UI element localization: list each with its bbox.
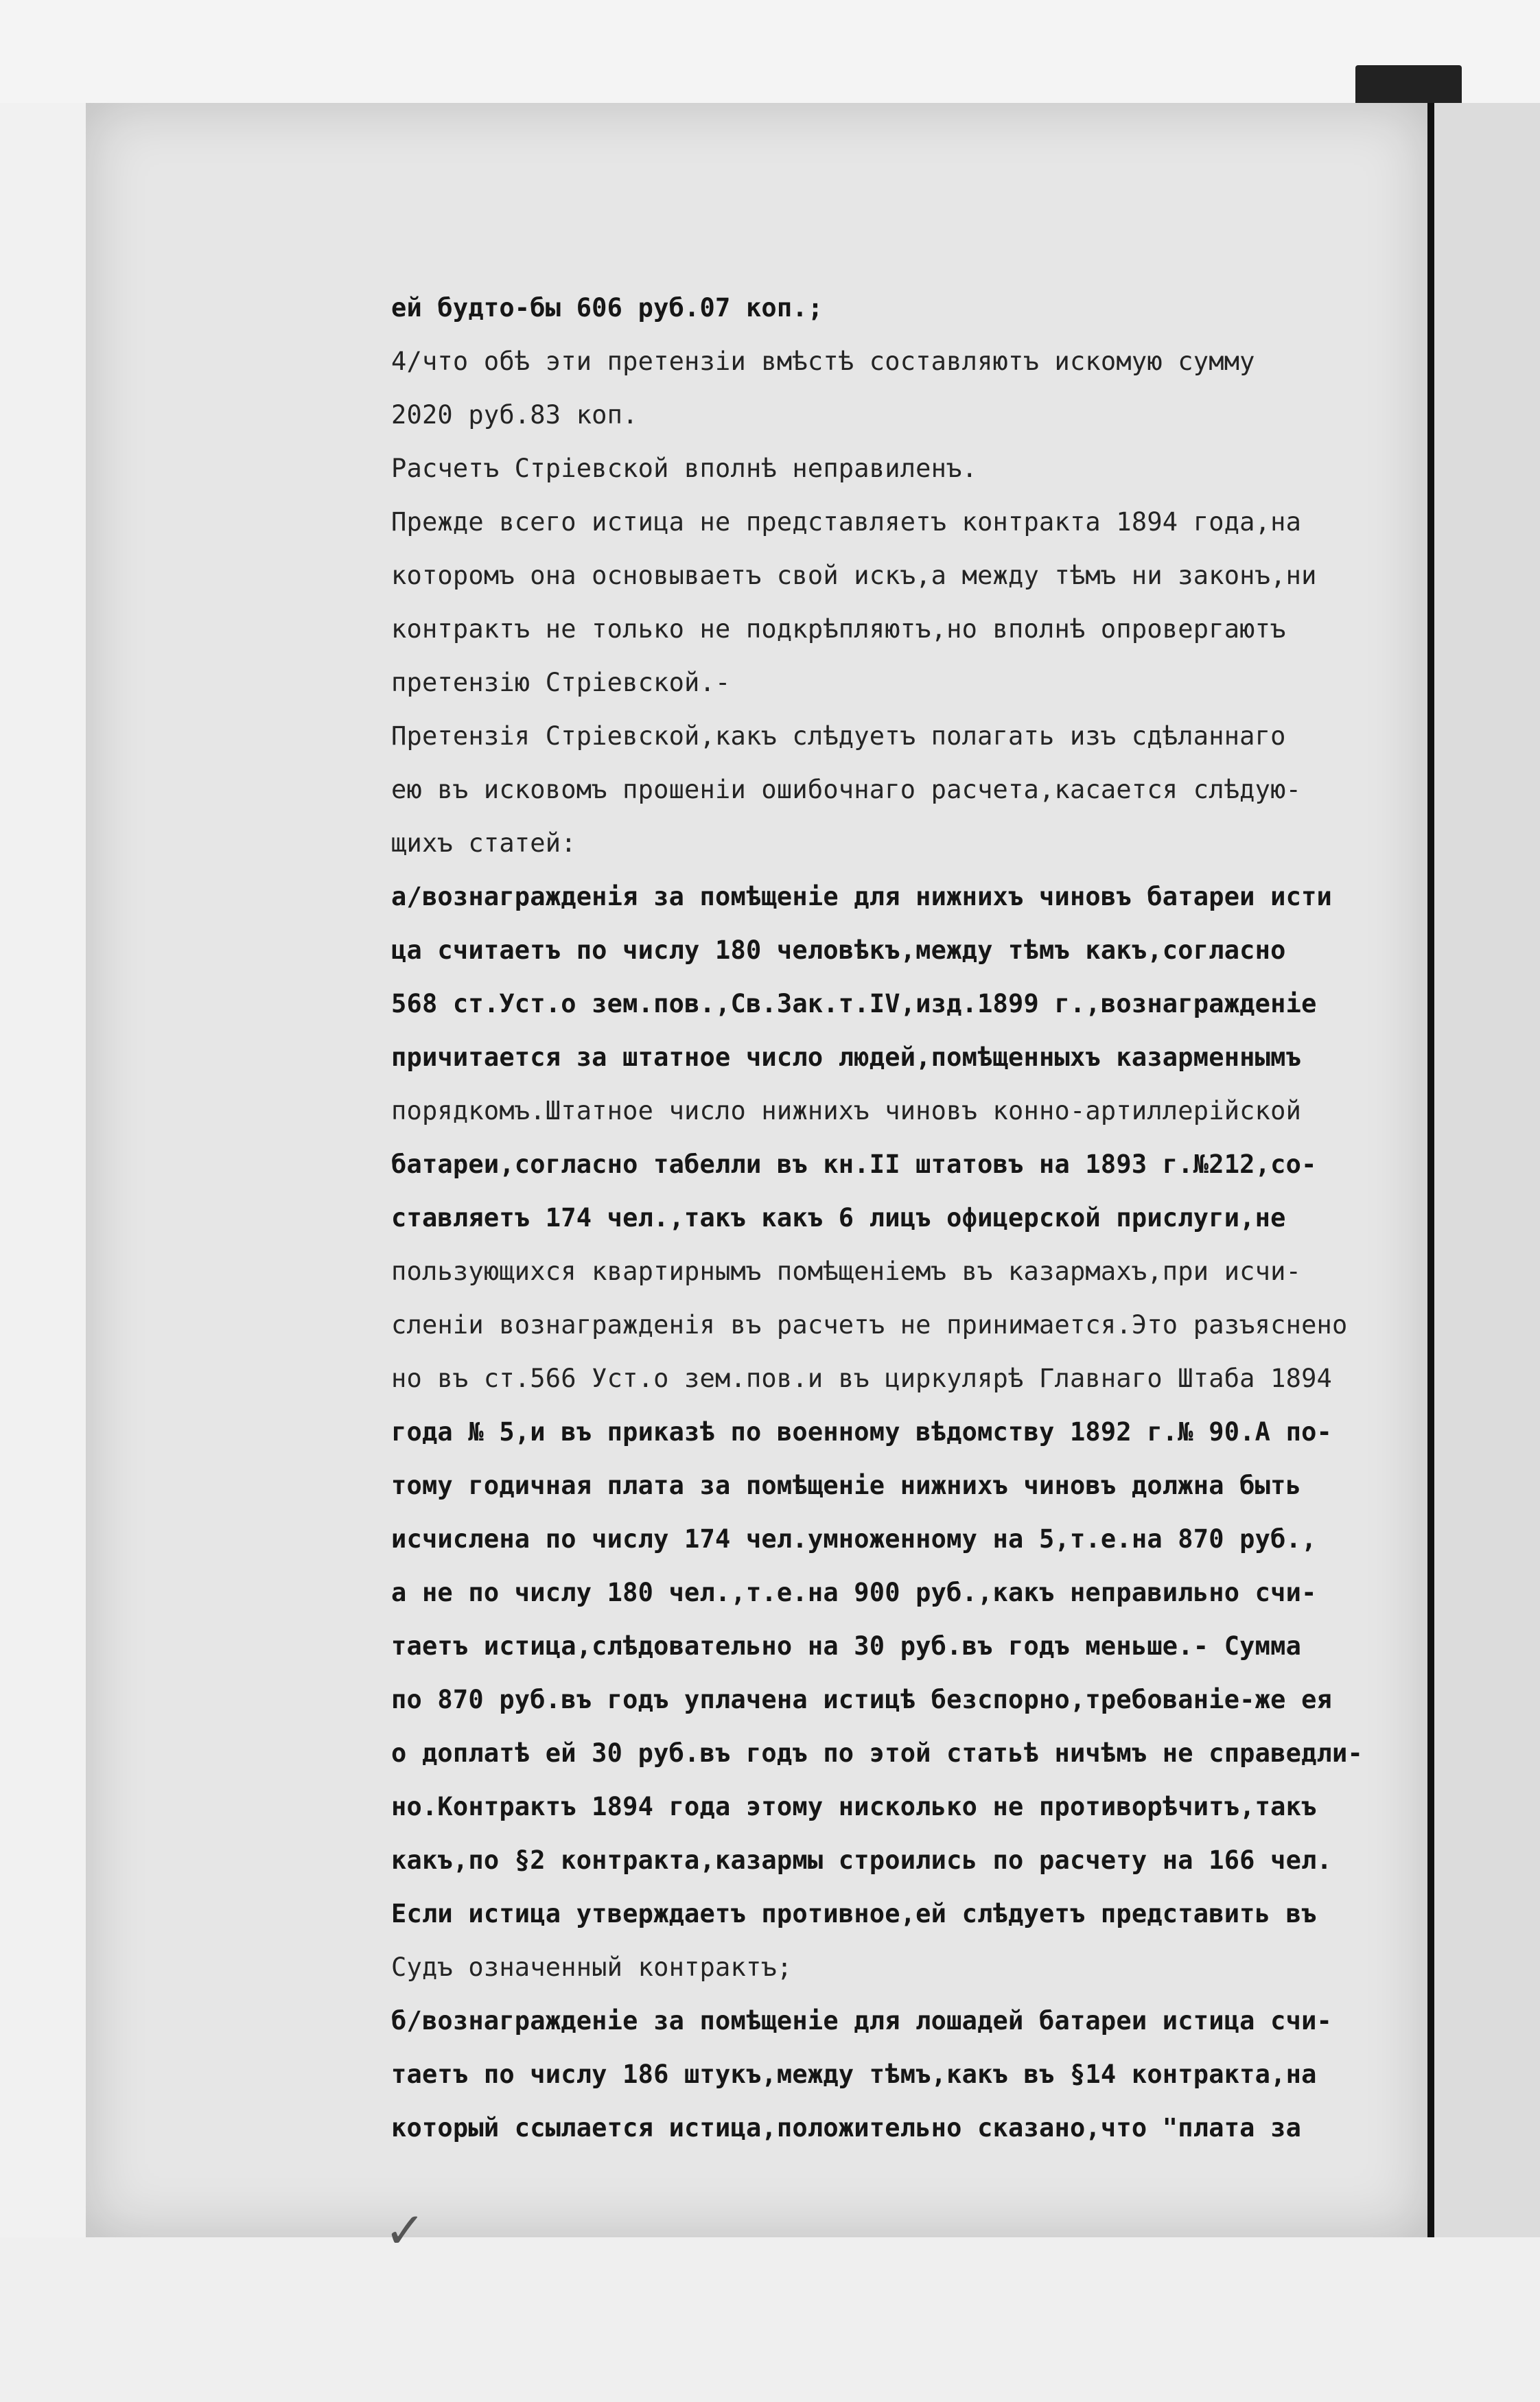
text-line: а/вознагражденія за помѣщеніе для нижнихъ чиновъ батареи исти	[391, 882, 1333, 911]
text-line: сленіи вознагражденія въ расчетъ не принимается.Это разъяснено	[391, 1310, 1348, 1340]
text-line: батареи,согласно табелли въ кн.II штатовъ на 1893 г.№212,со-	[391, 1150, 1317, 1179]
text-line: ей будто-бы 606 руб.07 коп.;	[391, 293, 824, 323]
binder-clip	[1355, 65, 1462, 106]
text-line: 568 ст.Уст.о зем.пов.,Св.Зак.т.IV,изд.1899 г.,вознагражденіе	[391, 989, 1317, 1018]
text-line: какъ,по §2 контракта,казармы строились по расчету на 166 чел.	[391, 1845, 1333, 1875]
text-line: исчислена по числу 174 чел.умноженному на 5,т.е.на 870 руб.,	[391, 1524, 1317, 1554]
text-line: таетъ по числу 186 штукъ,между тѣмъ,какъ въ §14 контракта,на	[391, 2060, 1317, 2089]
pencil-check-mark-icon: ✓	[384, 2202, 426, 2259]
text-line: но.Контрактъ 1894 года этому нисколько не противорѣчитъ,такъ	[391, 1792, 1317, 1821]
typed-text-block	[391, 281, 1434, 2155]
text-line: причитается за штатное число людей,помѣщенныхъ казарменнымъ	[391, 1042, 1302, 1072]
text-line: Прежде всего истица не представляетъ контракта 1894 года,на	[391, 507, 1302, 537]
text-line: Судъ означенный контрактъ;	[391, 1952, 793, 1982]
text-line: ца считаетъ по числу 180 человѣкъ,между тѣмъ какъ,согласно	[391, 935, 1286, 965]
text-line: ею въ исковомъ прошеніи ошибочнаго расчета,касается слѣдую-	[391, 775, 1302, 804]
scan-background-top	[0, 0, 1540, 103]
scan-background-left	[0, 103, 86, 2237]
text-line: который ссылается истица,положительно сказано,что "плата за	[391, 2113, 1302, 2143]
text-line: которомъ она основываетъ свой искъ,а между тѣмъ ни законъ,ни	[391, 561, 1317, 590]
text-line: таетъ истица,слѣдовательно на 30 руб.въ годъ меньше.- Сумма	[391, 1631, 1302, 1661]
adjacent-page	[1434, 103, 1540, 2237]
text-line: а не по числу 180 чел.,т.е.на 900 руб.,какъ неправильно счи-	[391, 1578, 1317, 1607]
text-line: Если истица утверждаетъ противное,ей слѣдуетъ представить въ	[391, 1899, 1317, 1928]
text-line: б/вознагражденіе за помѣщеніе для лошадей батареи истица счи-	[391, 2006, 1333, 2036]
text-line: контрактъ не только не подкрѣпляютъ,но вполнѣ опровергаютъ	[391, 614, 1286, 644]
text-line: щихъ статей:	[391, 828, 576, 858]
text-line: ставляетъ 174 чел.,такъ какъ 6 лицъ офицерской прислуги,не	[391, 1203, 1286, 1233]
text-line: о доплатѣ ей 30 руб.въ годъ по этой статьѣ ничѣмъ не справедли-	[391, 1738, 1363, 1768]
text-line: претензію Стріевской.-	[391, 668, 731, 697]
text-line: года № 5,и въ приказѣ по военному вѣдомству 1892 г.№ 90.А по-	[391, 1417, 1333, 1447]
text-line: пользующихся квартирнымъ помѣщеніемъ въ казармахъ,при исчи-	[391, 1257, 1302, 1286]
text-line: 4/что обѣ эти претензіи вмѣстѣ составляютъ искомую сумму	[391, 347, 1255, 376]
text-line: тому годичная плата за помѣщеніе нижнихъ чиновъ должна быть	[391, 1471, 1302, 1500]
text-line: Расчетъ Стріевской вполнѣ неправиленъ.	[391, 454, 978, 483]
text-line: но въ ст.566 Уст.о зем.пов.и въ циркулярѣ Главнаго Штаба 1894	[391, 1364, 1333, 1393]
text-line: 2020 руб.83 коп.	[391, 400, 638, 430]
text-line: по 870 руб.въ годъ уплачена истицѣ безспорно,требованіе-же ея	[391, 1685, 1333, 1714]
text-line: порядкомъ.Штатное число нижнихъ чиновъ конно-артиллерійской	[391, 1096, 1302, 1126]
scan-background-bottom	[0, 2237, 1540, 2402]
text-line: Претензія Стріевской,какъ слѣдуетъ полагать изъ сдѣланнаго	[391, 721, 1286, 751]
